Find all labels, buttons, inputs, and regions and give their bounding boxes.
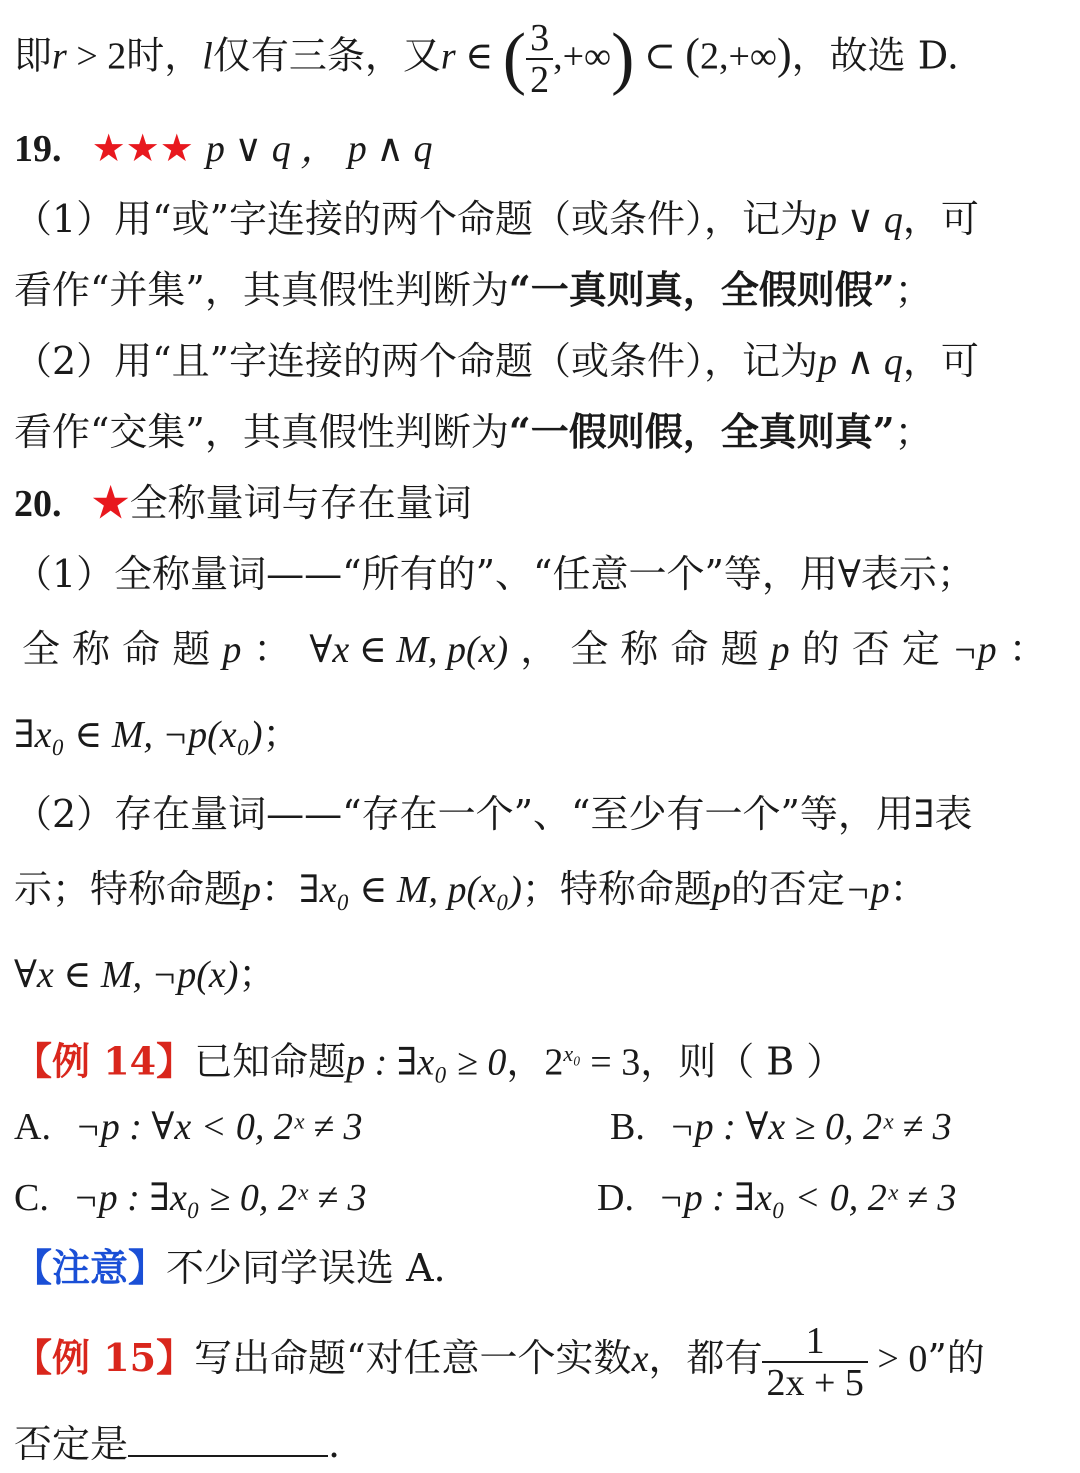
option-label: B. <box>610 1106 645 1148</box>
math-gt2: > 2 <box>66 35 127 78</box>
q19-point2-line2 <box>14 408 1066 456</box>
math-forall-neg: ∀x ∈ M, ¬p(x) <box>14 954 239 996</box>
text: 即 <box>14 33 53 78</box>
option-text: ¬p : ∀x < 0, 2ˣ ≠ 3 <box>75 1106 363 1148</box>
text: 时， <box>126 33 203 78</box>
denominator: 2 <box>526 58 553 100</box>
q20-point2-line2 <box>14 865 1066 914</box>
text: 的 否 定 <box>789 627 952 671</box>
option-row-1 <box>14 1102 1066 1151</box>
text: ，则（ B ） <box>640 1039 845 1084</box>
numerator: 1 <box>805 1319 825 1362</box>
text: ： <box>889 867 928 911</box>
math-interval: 2,+∞ <box>699 35 777 78</box>
example-tag: 【例 15】 <box>14 1335 195 1380</box>
math-premise: p : ∃x₀ ≥ 0 <box>346 1041 507 1084</box>
math-forall: ∀x ∈ M, p(x) <box>309 629 509 671</box>
prev-solution-line <box>14 18 1066 100</box>
text: ，可 <box>902 197 979 241</box>
text: 不少同学误选 A. <box>166 1246 446 1290</box>
q20-point1-line2 <box>14 625 1066 674</box>
fraction-3-2 <box>526 18 553 100</box>
note-tag: 【注意】 <box>14 1245 167 1290</box>
math-exponent: x₀ <box>563 1041 581 1066</box>
var-l: l <box>202 35 213 78</box>
text: 否定是 <box>14 1422 129 1466</box>
q20-point1-line3 <box>14 710 1066 759</box>
star-rating-icon: ★★★ <box>91 126 194 170</box>
option-label: A. <box>14 1106 51 1148</box>
example15-answer-line <box>14 1420 1066 1468</box>
text: 全 称 命 题 <box>22 627 223 671</box>
text: ，可 <box>902 339 979 383</box>
math-negp: ¬p <box>952 629 997 671</box>
option-a[interactable] <box>14 1104 362 1148</box>
text: ； <box>238 952 277 996</box>
example14-stem <box>14 1030 1066 1087</box>
note-line <box>14 1244 1066 1292</box>
emphasis: “一真则真，全假则假” <box>508 267 895 312</box>
math-equals: = 3 <box>580 1041 641 1084</box>
text: 写出命题“对任意一个实数 <box>194 1336 632 1380</box>
paren: ) <box>776 29 792 79</box>
text: ： <box>241 627 292 671</box>
q20-point1-line1 <box>14 550 1066 598</box>
option-label: C. <box>14 1177 49 1219</box>
q20-title: 全称量词与存在量词 <box>129 481 472 525</box>
math-base: 2 <box>544 1041 564 1084</box>
var-r: r <box>52 35 67 78</box>
paren: ( <box>685 29 700 79</box>
text: 的否定 <box>730 867 845 911</box>
var-x: x <box>631 1338 649 1380</box>
text: ： <box>996 627 1047 671</box>
text: （1）全称量词——“所有的”、“任意一个”等，用∀表示； <box>14 552 975 596</box>
math-exists-neg: ∃x₀ ∈ M, ¬p(x₀) <box>14 714 263 756</box>
text: ； <box>262 712 301 756</box>
option-d[interactable] <box>597 1173 956 1222</box>
var-r: r <box>440 35 456 78</box>
option-row-2 <box>14 1173 1066 1222</box>
emphasis: “一假则假，全真则真” <box>508 409 895 454</box>
q20-point2-line3 <box>14 950 1066 999</box>
math-gt: > 0 <box>867 1338 928 1380</box>
math-subset: ⊂ <box>634 35 686 78</box>
math-or: p ∨ q <box>818 199 903 241</box>
text: （1）用“或”字连接的两个命题（或条件），记为 <box>14 197 819 241</box>
math-exists: ∃x₀ ∈ M, p(x₀) <box>299 869 522 911</box>
text: 看作“交集”，其真假性判断为 <box>14 410 509 454</box>
text: 看作“并集”，其真假性判断为 <box>14 268 509 312</box>
var-p: p <box>770 629 790 671</box>
text: 已知命题 <box>194 1039 347 1084</box>
numerator: 3 <box>530 17 550 59</box>
text: ； <box>894 410 933 454</box>
text: ， 全 称 命 题 <box>508 627 771 671</box>
option-b[interactable] <box>610 1102 952 1151</box>
fraction <box>762 1321 867 1403</box>
text: ，都有 <box>648 1336 763 1380</box>
text: （2）存在量词——“存在一个”、“至少有一个”等，用∃表 <box>14 792 973 836</box>
text: ”的 <box>927 1336 985 1380</box>
option-c[interactable] <box>14 1175 366 1219</box>
text: . <box>328 1422 341 1466</box>
example-tag: 【例 14】 <box>14 1038 195 1084</box>
q20-header <box>14 479 1066 528</box>
q19-point1-line2 <box>14 266 1066 314</box>
math-in: ∈ <box>455 35 503 78</box>
text: ： <box>261 867 300 911</box>
option-label: D. <box>597 1177 634 1219</box>
right-paren: ) <box>611 20 635 97</box>
q19-header <box>14 124 1066 173</box>
example15-stem <box>14 1318 1066 1403</box>
text: ，故选 D. <box>791 33 959 78</box>
text: ； <box>894 268 933 312</box>
math-negp: ¬p <box>844 869 890 911</box>
answer-blank[interactable] <box>128 1425 328 1457</box>
text: ；特称命题 <box>521 867 712 911</box>
var-p: p <box>711 869 731 911</box>
text: ， <box>506 1039 545 1084</box>
text: （2）用“且”字连接的两个命题（或条件），记为 <box>14 339 819 383</box>
option-text: ¬p : ∀x ≥ 0, 2ˣ ≠ 3 <box>669 1106 952 1148</box>
q20-point2-line1 <box>14 790 1066 838</box>
math-and: p ∧ q <box>818 341 903 383</box>
q19-point1-line1 <box>14 195 1066 244</box>
var-p: p <box>222 629 242 671</box>
math-inf: ,+∞ <box>553 35 612 78</box>
q19-number: 19. <box>14 128 62 170</box>
star-rating-icon: ★ <box>91 481 130 525</box>
q19-point2-line1 <box>14 337 1066 386</box>
left-paren: ( <box>502 20 527 97</box>
text: 仅有三条，又 <box>212 33 441 78</box>
option-text: ¬p : ∃x₀ < 0, 2ˣ ≠ 3 <box>658 1177 957 1219</box>
var-p: p <box>242 869 262 911</box>
denominator: 2x + 5 <box>762 1361 867 1403</box>
option-text: ¬p : ∃x₀ ≥ 0, 2ˣ ≠ 3 <box>73 1177 367 1219</box>
q20-number: 20. <box>14 483 62 525</box>
text: 示；特称命题 <box>14 867 243 911</box>
q19-formula: p ∨ q ， p ∧ q <box>205 128 433 170</box>
